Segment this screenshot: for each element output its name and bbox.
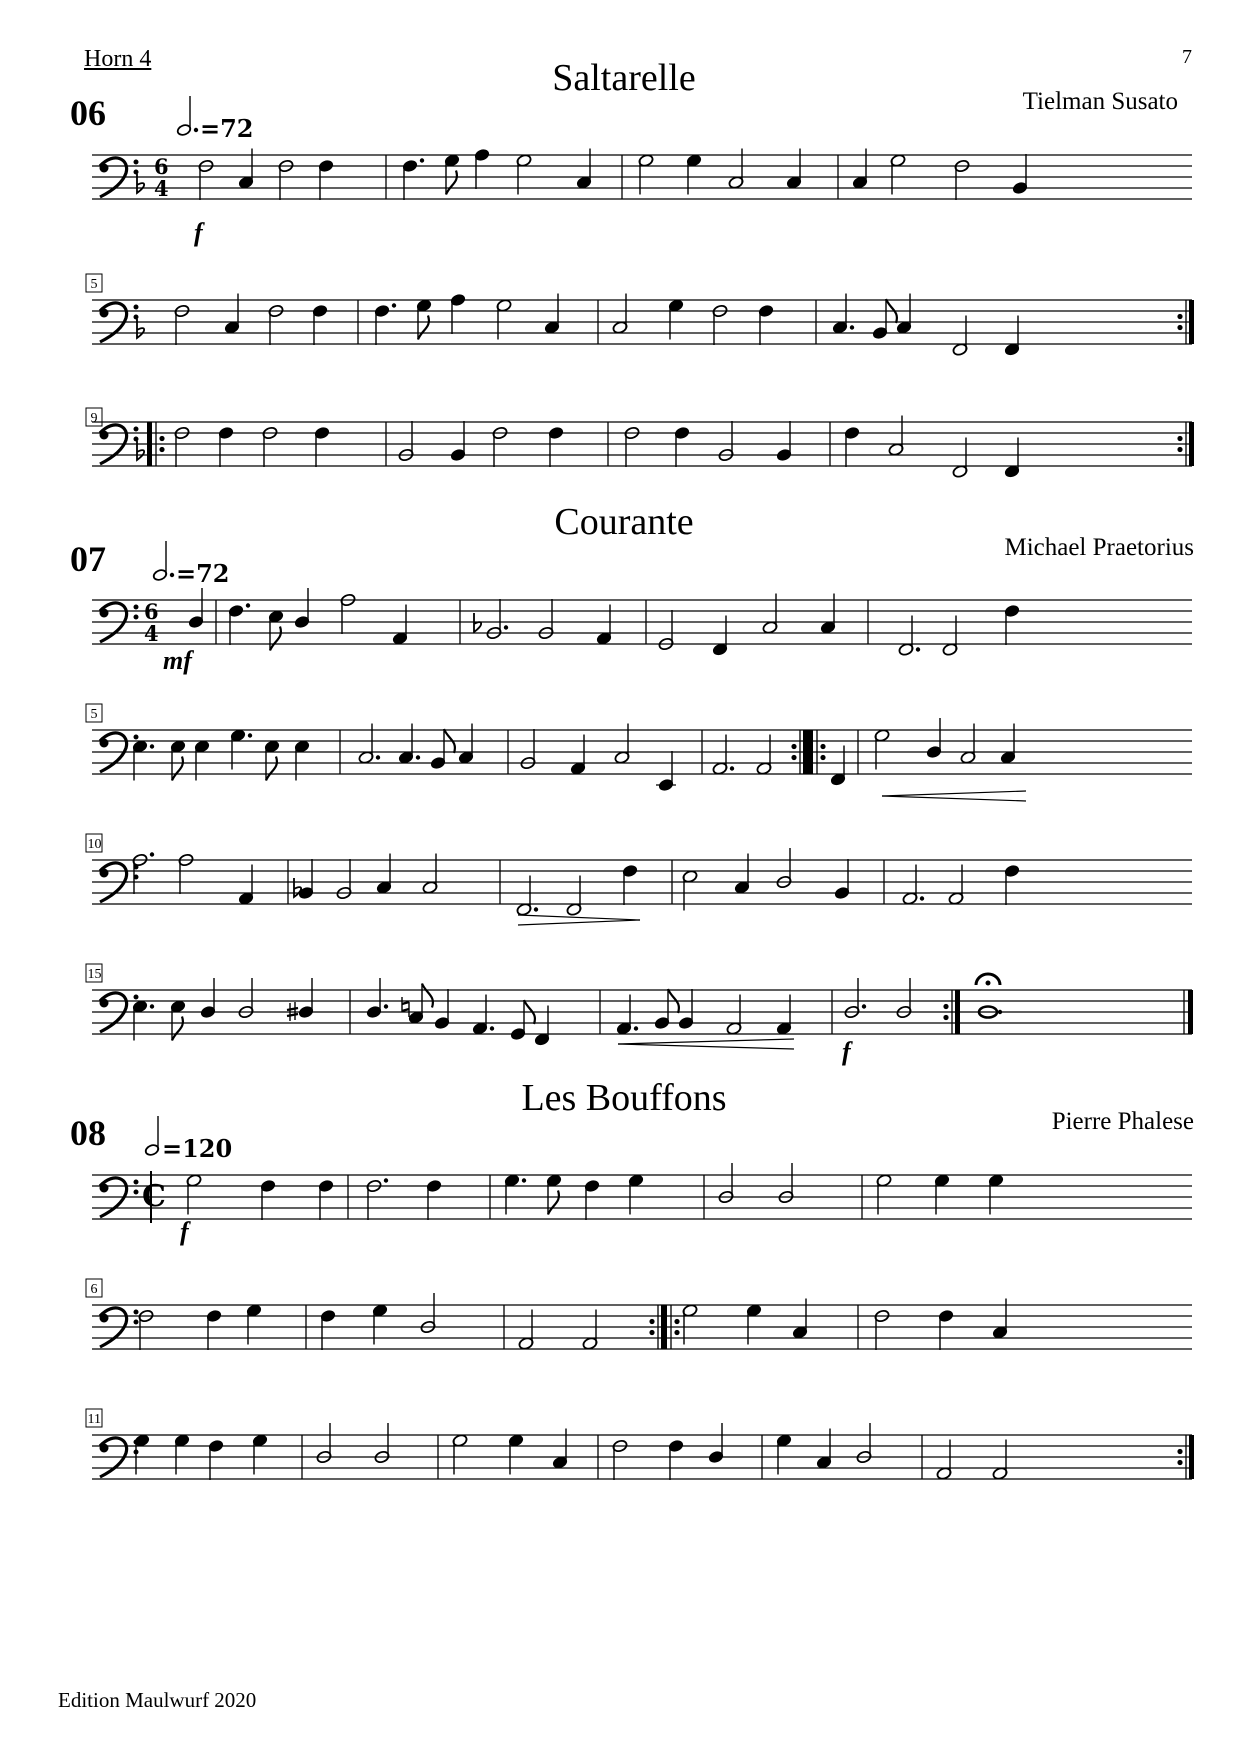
staff — [92, 860, 1192, 904]
note — [520, 729, 536, 770]
augmentation-dot — [150, 1004, 154, 1008]
note-flag — [172, 1017, 183, 1041]
tempo-marking — [152, 541, 229, 588]
staff — [92, 155, 1192, 199]
repeat-dot — [791, 755, 796, 760]
staff — [92, 730, 1192, 774]
bass-clef-dot — [134, 427, 139, 432]
dynamic-marking: f — [842, 1037, 851, 1066]
time-signature-top: 6 — [144, 599, 159, 624]
note — [834, 859, 850, 900]
repeat-dot — [820, 755, 825, 760]
edition-footer: Edition Maulwurf 2020 — [58, 1688, 257, 1712]
note — [340, 593, 356, 634]
bass-clef-dot — [100, 869, 109, 878]
bass-clef-dot — [100, 1444, 109, 1453]
note — [268, 304, 284, 345]
note — [278, 159, 294, 200]
note — [938, 1309, 954, 1350]
repeat-dot — [1177, 1449, 1182, 1454]
tempo-value: =72 — [200, 114, 254, 143]
thick-bar — [803, 730, 808, 774]
augmentation-dot — [534, 907, 538, 911]
tempo-marking — [176, 96, 253, 143]
bass-clef-dot — [134, 170, 139, 175]
note — [1012, 154, 1028, 195]
note — [398, 421, 414, 462]
note — [856, 1423, 872, 1464]
repeat-dot — [1177, 447, 1182, 452]
thick-bar — [955, 990, 960, 1034]
piece-number: 07 — [70, 539, 106, 579]
note — [668, 1439, 684, 1480]
piece-title: Saltarelle — [552, 57, 696, 99]
note — [844, 978, 866, 1019]
augmentation-dot — [248, 733, 252, 737]
bass-clef-dot — [134, 735, 139, 740]
staff — [92, 600, 1192, 644]
note — [218, 426, 234, 467]
bass-clef-dot — [134, 160, 139, 165]
repeat-dot — [943, 1004, 948, 1009]
flat-sign — [474, 613, 481, 632]
repeat-dot — [649, 1330, 654, 1335]
hairpin-line — [882, 796, 1026, 801]
augmentation-dot — [916, 647, 920, 651]
repeat-dot — [791, 744, 796, 749]
note-flag — [548, 1191, 559, 1215]
note — [262, 426, 278, 467]
note — [776, 421, 792, 462]
note — [450, 421, 466, 462]
note — [366, 978, 388, 1019]
augmentation-dot — [376, 755, 380, 759]
note — [318, 1179, 334, 1220]
note — [312, 304, 328, 345]
note — [208, 1439, 224, 1480]
tempo-note-dot — [170, 573, 174, 577]
note — [298, 978, 314, 1019]
note — [844, 426, 860, 467]
augmentation-dot — [150, 744, 154, 748]
natural-stroke — [402, 1009, 409, 1011]
repeat-dot — [820, 744, 825, 749]
note — [402, 158, 424, 200]
note — [188, 588, 204, 629]
thick-bar — [808, 730, 813, 774]
note-flag — [266, 757, 277, 781]
note — [294, 588, 310, 629]
piece-title: Courante — [554, 501, 694, 543]
bass-clef-dot — [134, 995, 139, 1000]
augmentation-dot — [150, 852, 154, 856]
thick-bar — [1189, 1435, 1194, 1479]
note — [538, 599, 554, 640]
repeat-dot — [943, 1015, 948, 1020]
note — [138, 1309, 154, 1350]
note — [374, 303, 396, 345]
bass-clef-dot — [134, 315, 139, 320]
note — [718, 421, 734, 462]
note — [872, 299, 897, 340]
repeat-dot — [649, 1319, 654, 1324]
time-signature-top: 6 — [154, 154, 169, 179]
note — [622, 864, 638, 905]
dynamic-marking: f — [180, 1217, 189, 1246]
hairpin-line — [518, 920, 640, 925]
augmentation-dot — [246, 603, 250, 607]
thick-bar — [1189, 300, 1194, 344]
natural-sign — [402, 997, 409, 1017]
fermata-dot — [986, 981, 991, 986]
measure-number: 10 — [87, 837, 102, 852]
augmentation-dot — [392, 303, 396, 307]
thick-bar — [1189, 422, 1194, 466]
note — [228, 603, 250, 645]
dynamic-marking: mf — [163, 646, 192, 675]
tempo-marking — [144, 1116, 232, 1163]
note — [778, 1163, 794, 1204]
note — [678, 989, 694, 1030]
sharp-stroke — [287, 1008, 298, 1010]
note — [430, 729, 455, 770]
note — [132, 852, 154, 894]
augmentation-dot — [850, 325, 854, 329]
fermata — [976, 974, 1000, 986]
note — [174, 426, 190, 467]
note — [510, 1000, 535, 1041]
note — [486, 599, 508, 640]
composer: Tielman Susato — [1022, 88, 1178, 115]
note — [926, 718, 942, 759]
note — [320, 1309, 336, 1350]
hairpin-line — [882, 791, 1026, 796]
augmentation-dot — [416, 755, 420, 759]
note-flag — [418, 316, 429, 340]
bass-clef-dot — [134, 1320, 139, 1325]
piece-number: 08 — [70, 1113, 106, 1153]
hairpin-line — [518, 915, 640, 920]
note — [198, 159, 214, 200]
thick-bar — [147, 422, 152, 466]
bass-clef-dot — [100, 309, 109, 318]
note — [654, 989, 679, 1030]
repeat-dot — [1177, 314, 1182, 319]
note — [612, 1439, 628, 1480]
note — [366, 1178, 388, 1220]
note — [434, 989, 450, 1030]
note — [712, 304, 728, 345]
hairpin-line — [618, 1044, 794, 1049]
bass-clef-dot — [100, 431, 109, 440]
note — [420, 1293, 436, 1334]
note — [758, 304, 774, 345]
note — [548, 426, 564, 467]
dynamic-marking: f — [194, 218, 203, 247]
piece-title: Les Bouffons — [521, 1077, 727, 1119]
augmentation-dot — [384, 1178, 388, 1182]
crescendo-hairpin — [882, 791, 1026, 801]
bass-clef-dot — [134, 305, 139, 310]
measure-number: 11 — [87, 1412, 101, 1427]
measure-number: 6 — [90, 1282, 98, 1297]
repeat-dot — [1177, 1460, 1182, 1465]
note — [260, 1179, 276, 1220]
crescendo-hairpin — [618, 1039, 794, 1049]
augmentation-dot — [634, 1026, 638, 1030]
composer: Pierre Phalese — [1051, 1108, 1194, 1135]
bass-clef-dot — [100, 999, 109, 1008]
hairpin-line — [618, 1039, 794, 1044]
cut-time-symbol: C — [142, 1179, 166, 1214]
bass-clef-dot — [100, 1184, 109, 1193]
note — [896, 978, 912, 1019]
note — [374, 1423, 390, 1464]
note — [954, 159, 970, 200]
note — [238, 978, 254, 1019]
augmentation-dot — [504, 625, 508, 629]
tempo-note-dot — [194, 128, 198, 132]
note-flag — [172, 757, 183, 781]
repeat-dot — [1177, 436, 1182, 441]
staff — [92, 300, 1192, 344]
note — [1004, 864, 1020, 905]
note — [174, 304, 190, 345]
bass-clef-dot — [134, 615, 139, 620]
note — [624, 426, 640, 467]
augmentation-dot — [998, 1010, 1002, 1014]
repeat-dot — [159, 436, 164, 441]
note — [718, 1163, 734, 1204]
note — [674, 426, 690, 467]
note — [200, 978, 216, 1019]
note — [318, 159, 334, 200]
page-number: 7 — [1182, 46, 1192, 68]
time-signature-bottom: 4 — [154, 176, 169, 201]
note — [450, 293, 466, 334]
bass-clef-dot — [100, 1314, 109, 1323]
note — [178, 853, 194, 894]
note-flag — [270, 627, 281, 651]
note — [776, 848, 792, 889]
note — [584, 1179, 600, 1220]
tempo-value: =120 — [162, 1134, 233, 1163]
augmentation-dot — [730, 766, 734, 770]
note — [656, 751, 676, 792]
bass-clef-dot — [134, 1310, 139, 1315]
note — [314, 426, 330, 467]
thick-bar — [1188, 990, 1193, 1034]
bass-clef-dot — [100, 164, 109, 173]
note — [708, 1423, 724, 1464]
measure-number: 15 — [87, 967, 102, 982]
staff — [92, 422, 1192, 466]
note-flag — [446, 171, 457, 195]
augmentation-dot — [490, 1026, 494, 1030]
part-name: Horn 4 — [84, 46, 152, 72]
note-flag — [422, 984, 433, 1008]
repeat-dot — [159, 447, 164, 452]
measure-number: 5 — [90, 277, 98, 292]
piece-number: 06 — [70, 93, 106, 133]
note — [492, 426, 508, 467]
decrescendo-hairpin — [518, 915, 640, 925]
augmentation-dot — [862, 1004, 866, 1008]
bass-clef-dot — [134, 437, 139, 442]
composer: Michael Praetorius — [1004, 534, 1194, 561]
note — [1004, 604, 1020, 645]
natural-stroke — [402, 1002, 409, 1004]
measure-number: 9 — [90, 411, 98, 426]
note — [336, 859, 352, 900]
repeat-dot — [674, 1319, 679, 1324]
bass-clef-dot — [134, 605, 139, 610]
augmentation-dot — [920, 896, 924, 900]
note — [474, 148, 490, 189]
augmentation-dot — [384, 1004, 388, 1008]
note — [426, 1179, 442, 1220]
time-signature-bottom: 4 — [144, 621, 159, 646]
tempo-value: =72 — [176, 559, 230, 588]
bass-clef-dot — [100, 609, 109, 618]
bass-clef-dot — [134, 1180, 139, 1185]
sharp-stroke — [287, 1014, 298, 1016]
staff — [92, 990, 1192, 1034]
measure-number: 5 — [90, 707, 98, 722]
bass-clef-dot — [100, 739, 109, 748]
note — [658, 610, 674, 651]
note — [206, 1309, 222, 1350]
note — [298, 859, 314, 900]
augmentation-dot — [522, 1178, 526, 1182]
repeat-dot — [674, 1330, 679, 1335]
repeat-dot — [1177, 325, 1182, 330]
bass-clef-dot — [134, 1190, 139, 1195]
thick-bar — [662, 1305, 667, 1349]
note — [874, 1309, 890, 1350]
augmentation-dot — [420, 158, 424, 162]
note — [316, 1423, 332, 1464]
